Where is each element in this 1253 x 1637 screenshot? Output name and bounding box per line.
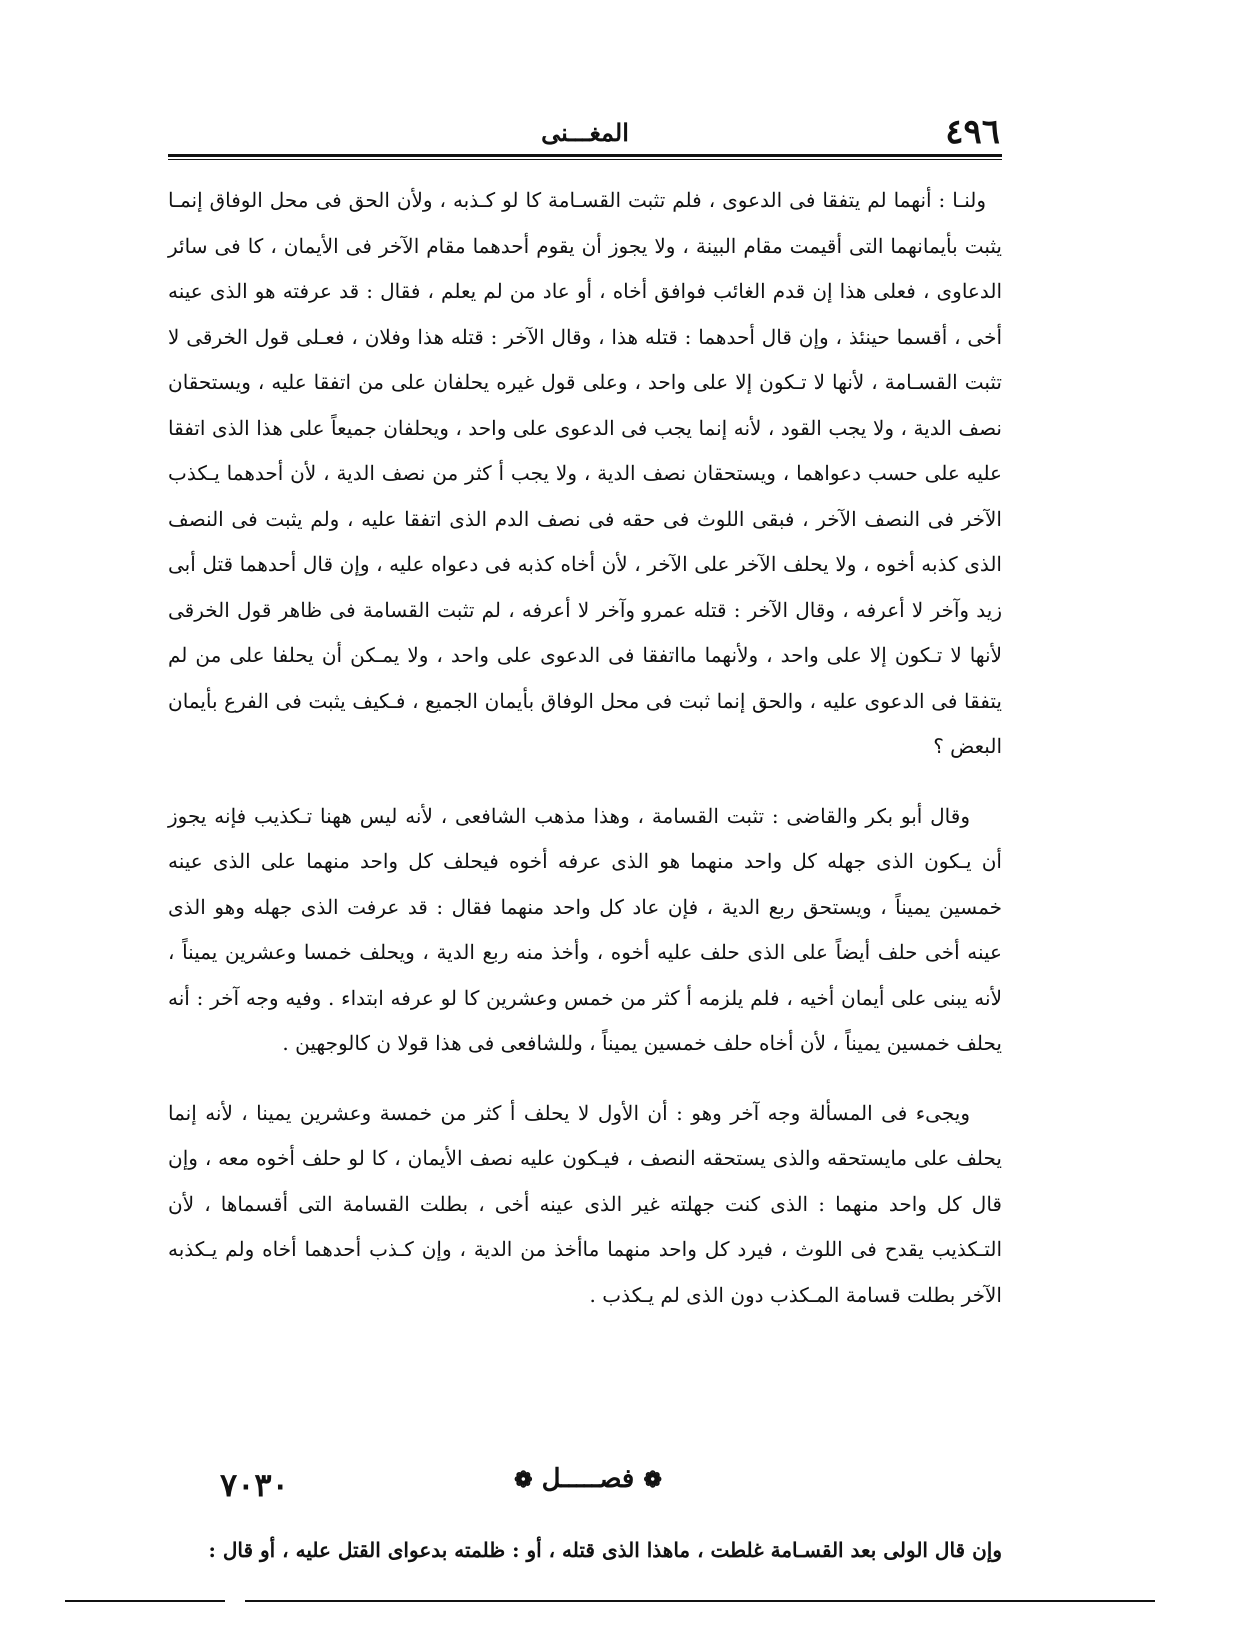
section-title: فصـــــل — [541, 1464, 635, 1494]
paragraph-2: وقال أبو بكر والقاضى : تثبت القسامة ، وهذا مذهب الشافعى ، لأنه ليس ههنا تـكذيب فإنه يجوز أن يـكون الذى جهله كل واحد منهما هو الذى عرفه أخوه فيحلف كل واحد منهما على الذى عينه خمسين يميناً ، ويستحق ربع الدية ، فإن عاد كل واحد منهما فقال : قد عرفت الذى جهله وهو الذى عينه أخى حلف أيضاً على الذى حلف عليه أخوه ، وأخذ منه ربع الدية ، ويحلف خمسا وعشرين يميناً ، لأنه يبنى على أيمان أخيه ، فلم يلزمه أ كثر من خمس وعشرين كا لو عرفه ابتداء . وفيه وجه آخر : أنه يحلف خمسين يميناً ، لأن أخاه حلف خمسين يميناً ، وللشافعى فى هذا قولا ن كالوجهين . — [168, 803, 1002, 1055]
continuation-line: وإن قال الولى بعد القسـامة غلطت ، ماهذا الذى قتله ، أو : ظلمته بدعواى القتل عليه ، أو قال : — [208, 1538, 1002, 1562]
main-text — [168, 178, 1002, 1318]
ornament-left-icon: ❁ — [514, 1467, 533, 1493]
page-number: ٤٩٦ — [945, 112, 1000, 152]
ornament-right-icon: ❁ — [643, 1467, 662, 1493]
header-rule — [168, 154, 1002, 160]
running-title: المغـــنى — [541, 118, 629, 147]
paragraph-1: ولنـا : أنهما لم يتفقا فى الدعوى ، فلم تثبت القسـامة كا لو كـذبه ، ولأن الحق فى محل الوفاق إنمـا يثبت بأيمانهما التى أقيمت مقام البينة ، ولا يجوز أن يقوم أحدهما مقام الآخر فى الأيمان ، كا فى سائر الدعاوى ، فعلى هذا إن قدم الغائب فوافق أخاه ، أو عاد من لم يعلم ، فقال : قد عرفته هو الذى عينه أخى ، أقسما حينئذ ، وإن قال أحدهما : قتله هذا ، وقال الآخر : قتله هذا وفلان ، فعـلى قول الخرقى لا تثبت القسـامة ، لأنها لا تـكون إلا على واحد ، وعلى قول غيره يحلفان على من اتفقا عليه ، ويستحقان نصف الدية ، ولا يجب القود ، لأنه إنما يجب فى الدعوى على واحد ، ويحلفان جميعاً على هذا الذى اتفقا عليه على حسب دعواهما ، ويستحقان نصف الدية ، ولا يجب أ كثر من نصف الدية ، لأن أحدهما يـكذب الآخر فى النصف الآخر ، فبقى اللوث فى حقه فى نصف الدم الذى اتفقا عليه ، ولم يثبت فى النصف الذى كذبه أخوه ، ولا يحلف الآخر على الآخر ، لأن أخاه كذبه فى دعواه عليه ، وإن قال أحدهما قتل أبى زيد وآخر لا أعرفه ، وقال الآخر : قتله عمرو وآخر لا أعرفه ، لم تثبت القسامة فى ظاهر قول الخرقى لأنها لا تـكون إلا على واحد ، ولأنهما مااتفقا فى الدعوى على واحد ، ولا يمـكن أن يحلفا على من لم يتفقا فى الدعوى عليه ، والحق إنما ثبت فى محل الوفاق بأيمان الجميع ، فـكيف يثبت فى الفرع بأيمان البعض ؟ — [168, 188, 1002, 758]
paragraph-3: ويجىء فى المسألة وجه آخر وهو : أن الأول لا يحلف أ كثر من خمسة وعشرين يمينا ، لأنه إنما يحلف على مايستحقه والذى يستحقه النصف ، فيـكون عليه نصف الأيمان ، كا لو حلف أخوه معه ، وإن قال كل واحد منهما : الذى كنت جهلته غير الذى عينه أخى ، بطلت القسامة التى أقسماها ، لأن التـكذيب يقدح فى اللوث ، فيرد كل واحد منهما ماأخذ من الدية ، وإن كـذب أحدهما أخاه ولم يـكذبه الآخر بطلت قسامة المـكذب دون الذى لم يـكذب . — [168, 1100, 1002, 1307]
section-title-block — [468, 1464, 708, 1494]
footer-rule-short — [65, 1600, 225, 1602]
page-header — [170, 112, 1000, 156]
section-number: ٧٠٣٠ — [220, 1466, 289, 1504]
section-heading — [168, 1462, 1002, 1514]
footer-rule-long — [245, 1600, 1155, 1602]
